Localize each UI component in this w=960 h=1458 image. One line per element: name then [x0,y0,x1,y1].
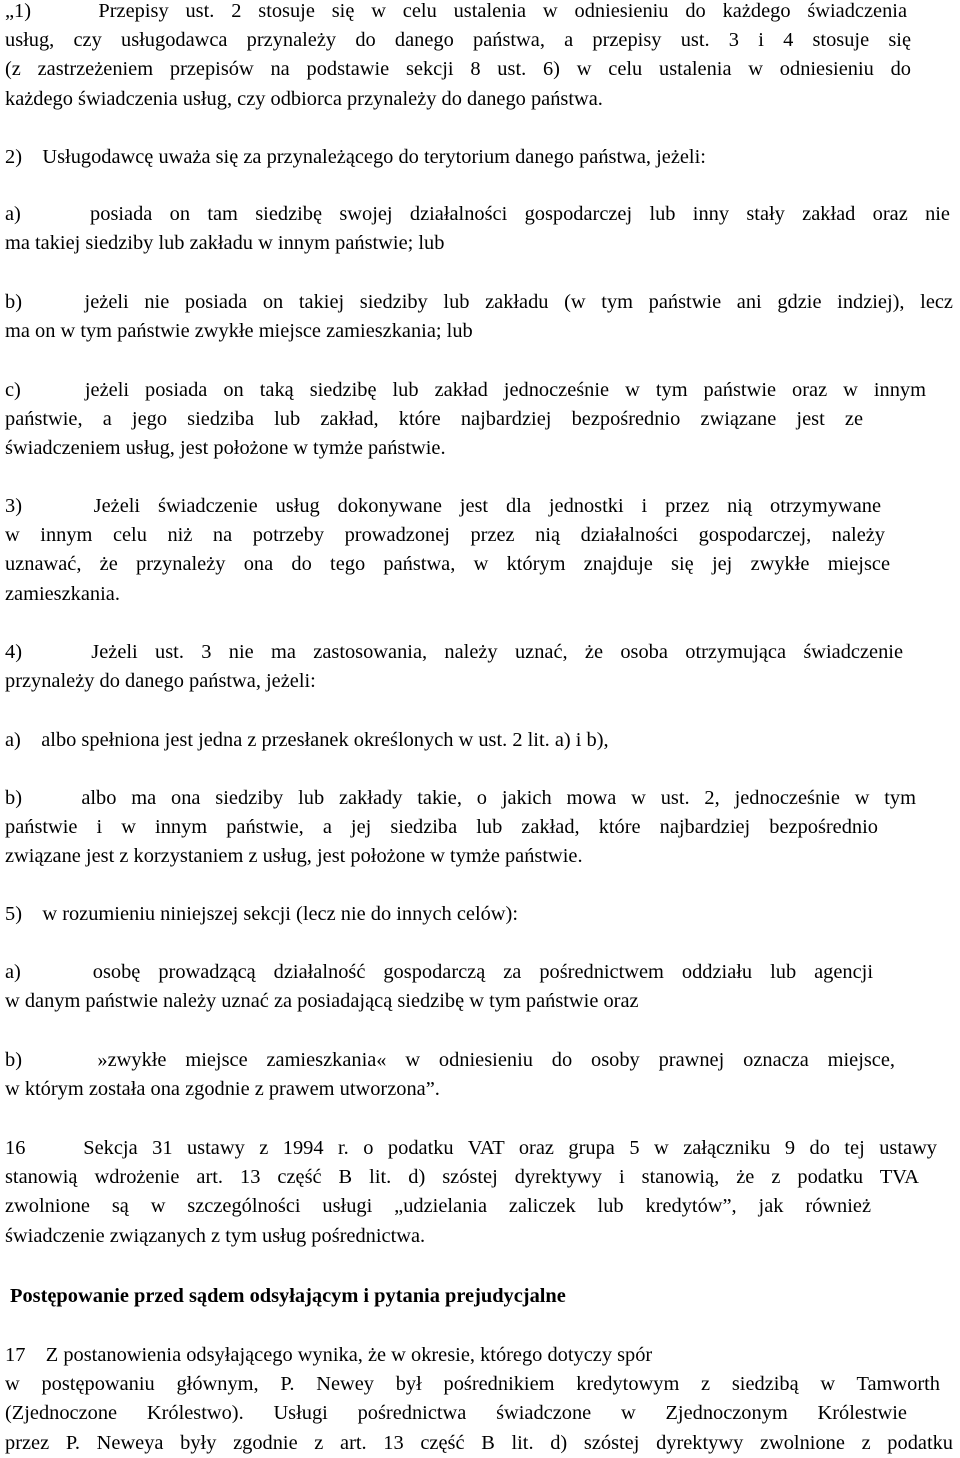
text-line: w innym celu niż na potrzeby prowadzonej przez nią działalności gospodarczej, należy [5,524,885,547]
text-line: w którym została ona zgodnie z prawem utworzona”. [5,1078,440,1101]
text-line: a) albo spełniona jest jedna z przesłanek określonych w ust. 2 lit. a) i b), [5,729,609,751]
paragraph-2a [5,200,950,258]
text-line: „1) Przepisy ust. 2 stosuje się w celu ustalenia w odniesieniu do każdego świadczenia [5,0,907,22]
text-line: ma on w tym państwie zwykłe miejsce zamieszkania; lub [5,320,473,343]
text-line: państwie i w innym państwie, a jej siedziba lub zakład, które najbardziej bezpośrednio [5,816,878,839]
text-line: b) albo ma ona siedziby lub zakłady takie, o jakich mowa w ust. 2, jednocześnie w tym [5,787,916,809]
text-line: a) posiada on tam siedzibę swojej działalności gospodarczej lub inny stały zakład oraz nie [5,203,950,225]
paragraph-3 [5,492,890,609]
text-line: zwolnione są w szczególności usługi „udzielania zaliczek lub kredytów”, jak również [5,1195,871,1218]
text-line: związane jest z korzystaniem z usług, jest położone w tymże państwie. [5,845,583,868]
paragraph-2 [5,143,706,172]
text-line: 17 Z postanowienia odsyłającego wynika, że w okresie, którego dotyczy spór [5,1344,653,1366]
section-heading [10,1282,566,1311]
paragraph-5a [5,958,873,1016]
text-line: zamieszkania. [5,582,120,605]
paragraph-4b [5,784,916,872]
paragraph-17 [5,1341,953,1458]
paragraph-4a [5,726,609,755]
text-line: w danym państwie należy uznać za posiadającą siedzibę w tym państwie oraz [5,990,639,1013]
text-line: usług, czy usługodawca przynależy do danego państwa, a przepisy ust. 3 i 4 stosuje się [5,29,911,52]
text-line: stanowią wdrożenie art. 13 część B lit. d) szóstej dyrektywy i stanowią, że z podatku TVA [5,1166,919,1189]
paragraph-5b [5,1046,895,1104]
text-line: 4) Jeżeli ust. 3 nie ma zastosowania, należy uznać, że osoba otrzymująca świadczenie [5,641,903,663]
text-line: świadczenie związanych z tym usług pośrednictwa. [5,1224,426,1247]
text-line: 3) Jeżeli świadczenie usług dokonywane jest dla jednostki i przez nią otrzymywane [5,495,881,517]
text-line: (Zjednoczone Królestwo). Usługi pośrednictwa świadczone w Zjednoczonym Królestwie [5,1402,907,1425]
text-line: ma takiej siedziby lub zakładu w innym państwie; lub [5,232,445,255]
paragraph-4 [5,638,903,696]
text-line: w postępowaniu głównym, P. Newey był pośrednikiem kredytowym z siedzibą w Tamworth [5,1373,940,1396]
paragraph-16 [5,1134,937,1251]
text-line: (z zastrzeżeniem przepisów na podstawie sekcji 8 ust. 6) w celu ustalenia w odniesieniu do [5,58,911,81]
paragraph-2c [5,376,926,464]
text-line: każdego świadczenia usług, czy odbiorca przynależy do danego państwa. [5,87,603,110]
heading-text: Postępowanie przed sądem odsyłającym i pytania prejudycjalne [10,1285,566,1307]
paragraph-2b [5,288,953,346]
text-line: a) osobę prowadzącą działalność gospodarczą za pośrednictwem oddziału lub agencji [5,961,873,983]
text-line: świadczeniem usług, jest położone w tymże państwie. [5,437,446,460]
text-line: 16 Sekcja 31 ustawy z 1994 r. o podatku VAT oraz grupa 5 w załączniku 9 do tej ustawy [5,1137,937,1159]
text-line: c) jeżeli posiada on taką siedzibę lub zakład jednocześnie w tym państwie oraz w innym [5,379,926,401]
paragraph-5 [5,900,518,929]
text-line: b) jeżeli nie posiada on takiej siedziby lub zakładu (w tym państwie ani gdzie indziej), lecz [5,291,953,313]
text-line: b) »zwykłe miejsce zamieszkania« w odniesieniu do osoby prawnej oznacza miejsce, [5,1049,895,1071]
text-line: 5) w rozumieniu niniejszej sekcji (lecz nie do innych celów): [5,903,518,925]
text-line: państwie, a jego siedziba lub zakład, które najbardziej bezpośrednio związane jest ze [5,408,863,431]
text-line: przynależy do danego państwa, jeżeli: [5,670,316,693]
text-line: 2) Usługodawcę uważa się za przynależącego do terytorium danego państwa, jeżeli: [5,146,706,168]
text-line: uznawać, że przynależy ona do tego państwa, w którym znajduje się jej zwykłe miejsce [5,553,890,576]
paragraph-intro [5,0,960,114]
text-line: przez P. Neweya były zgodnie z art. 13 część B lit. d) szóstej dyrektywy zwolnione z podatku [5,1431,953,1454]
